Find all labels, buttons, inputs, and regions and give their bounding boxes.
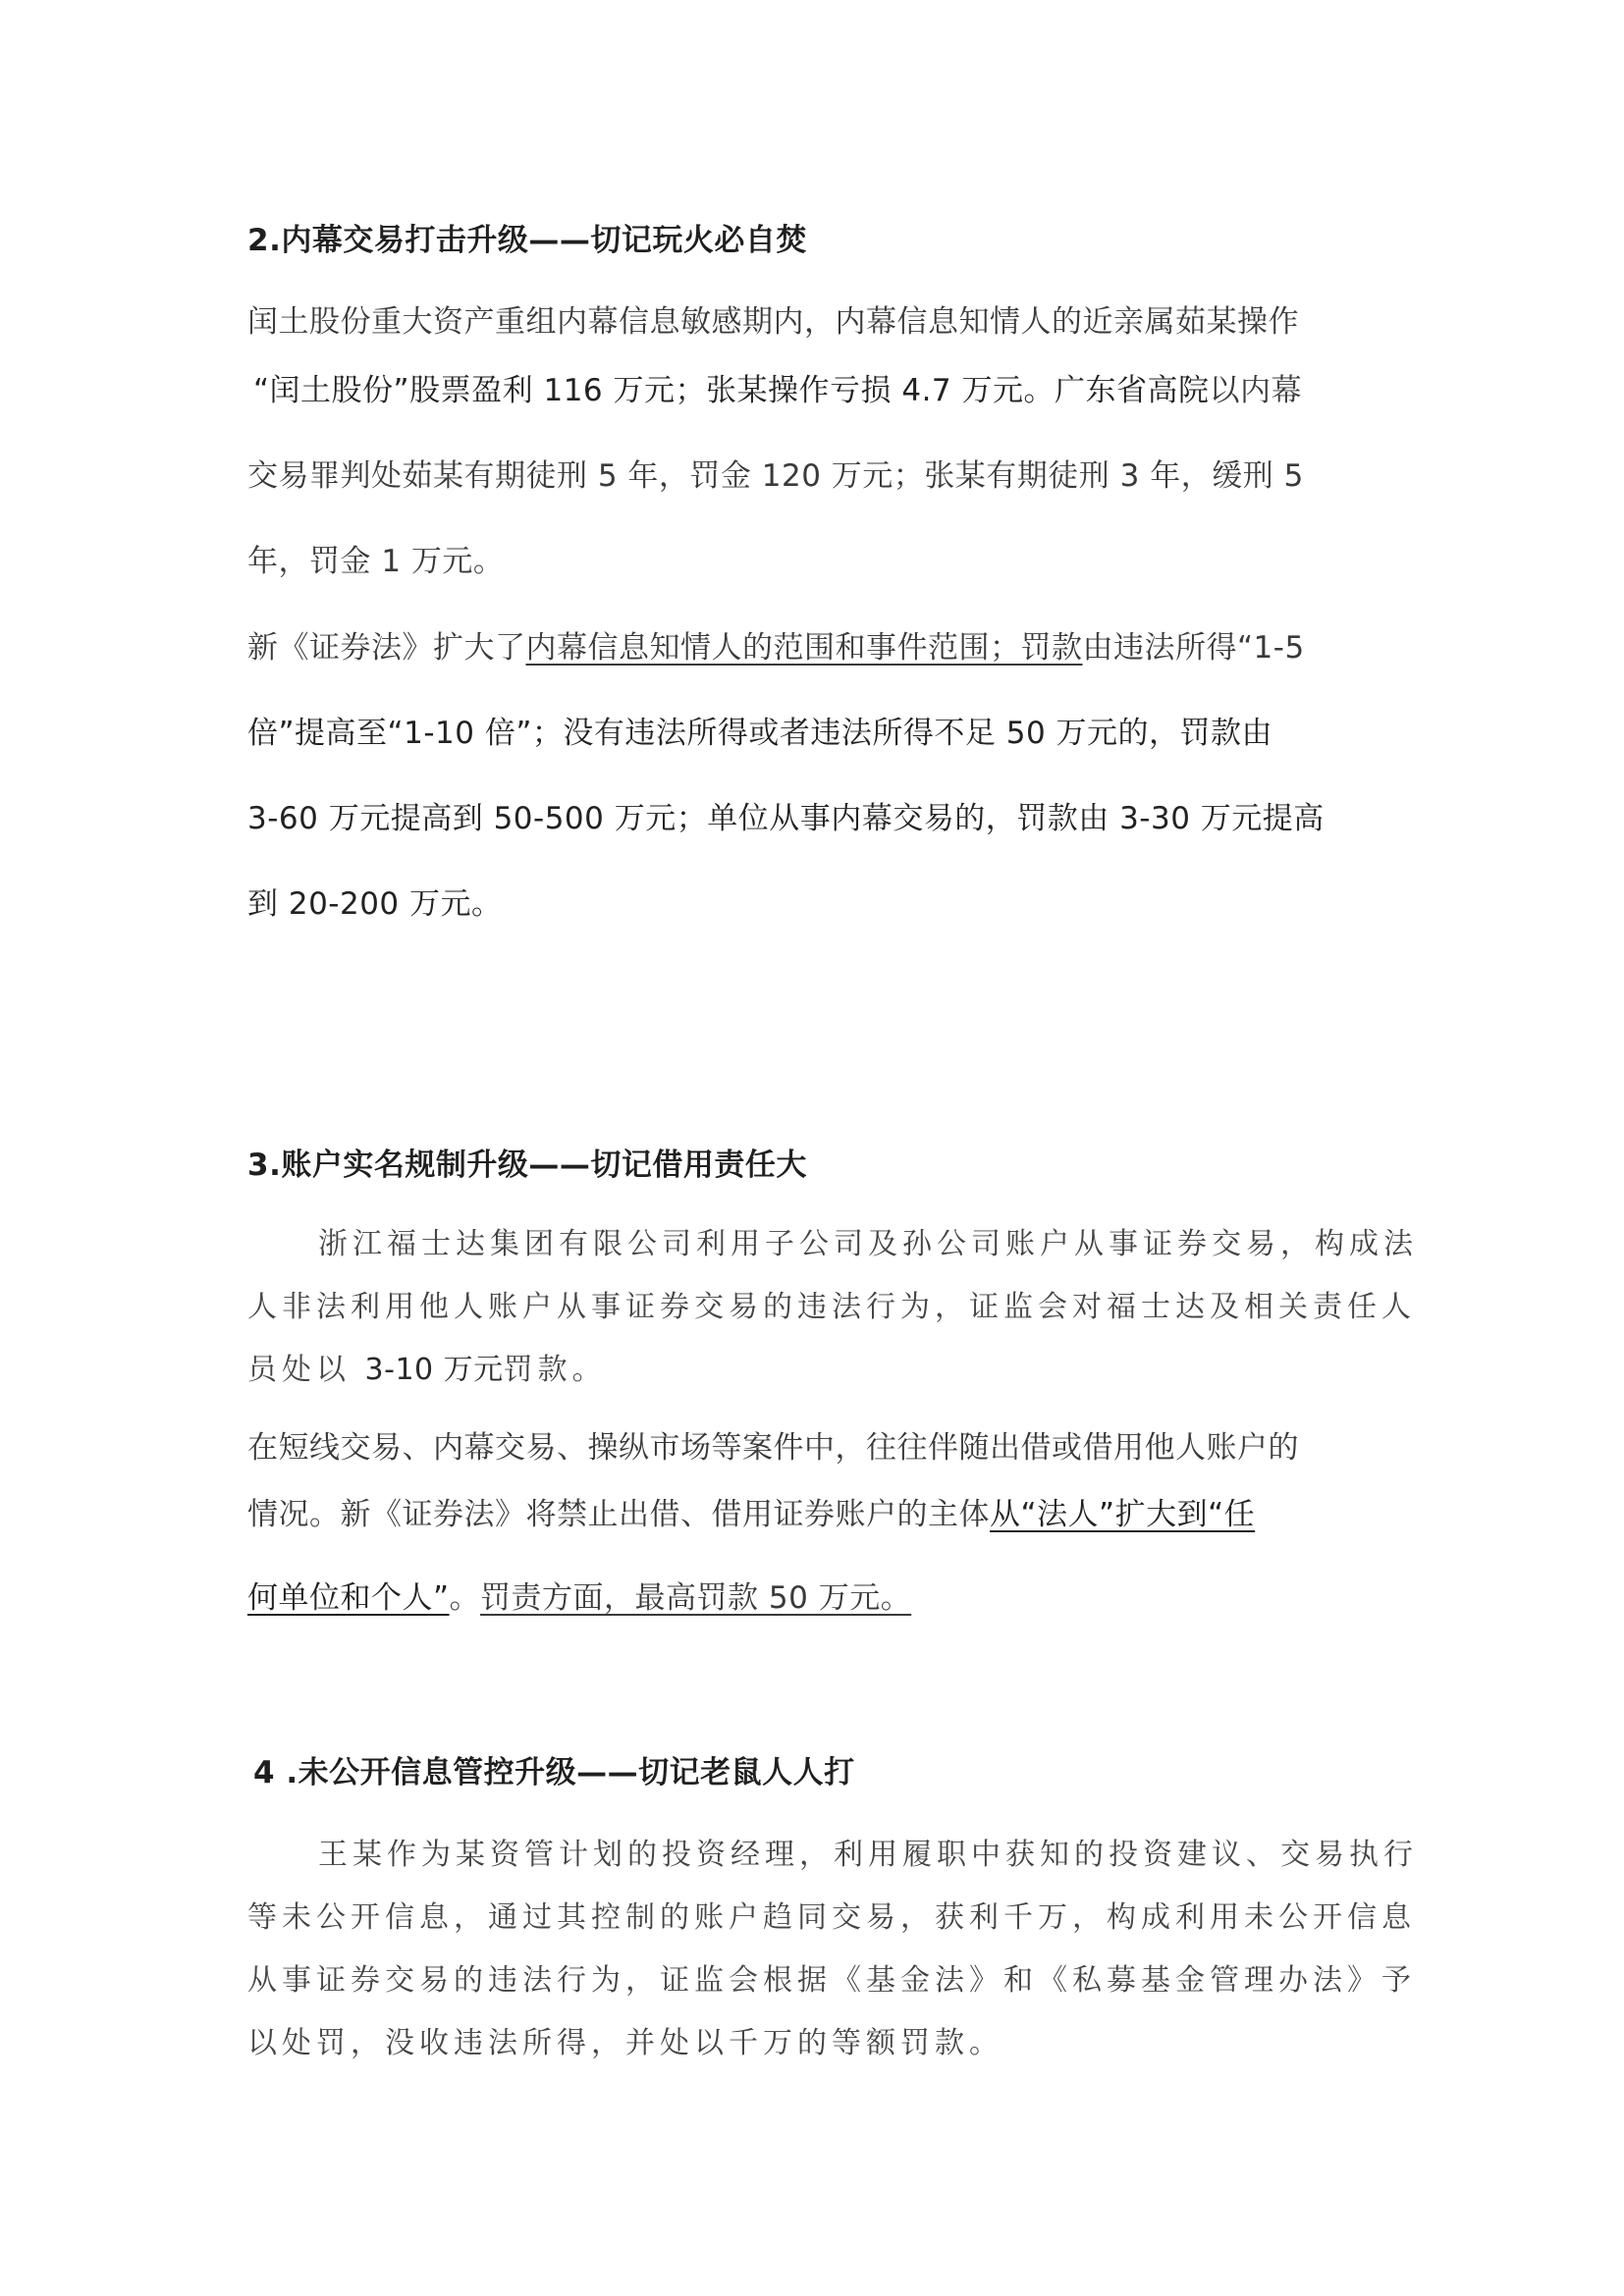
section-3-fine-amount: 3-10 万元 — [364, 1353, 504, 1387]
section-2-paragraph-2-line-2: 倍”提高至“1-10 倍”；没有违法所得或者违法所得不足 50 万元的，罚款由 — [247, 716, 1273, 751]
section-3-paragraph-2-line-3-part-b: 。 — [449, 1580, 481, 1616]
section-3-paragraph-2-line-2 — [247, 1495, 1255, 1534]
section-3-paragraph-1-line-3-part-a: 员处以 — [247, 1353, 365, 1387]
section-2-paragraph-1-line-1: 闰土股份重大资产重组内幕信息敏感期内，内幕信息知情人的近亲属茹某操作 — [247, 304, 1299, 340]
section-3-paragraph-1-line-1: 浙江福士达集团有限公司利用子公司及孙公司账户从事证券交易，构成法 — [318, 1227, 1418, 1261]
section-2-paragraph-2-line-1-part-c: 由违法所得“1-5 — [1082, 630, 1305, 666]
section-3-paragraph-1-line-2: 人非法利用他人账户从事证券交易的违法行为，证监会对福士达及相关责任人 — [247, 1290, 1416, 1324]
section-2-paragraph-1-line-4: 年，罚金 1 万元。 — [247, 544, 505, 579]
section-3-underlined-max-penalty: 罚责方面，最高罚款 50 万元。 — [480, 1580, 912, 1616]
section-2-paragraph-1-line-3: 交易罪判处茹某有期徒刑 5 年，罚金 120 万元；张某有期徒刑 3 年，缓刑 5 — [247, 458, 1304, 494]
section-2-paragraph-1-line-2-part-a: “闰土股份”股票盈利 116 万元；张某操作亏损 4.7 万元。广东省高院 — [253, 373, 1210, 408]
section-3-underlined-subject-scope: 从“法人”扩大到“任 — [990, 1497, 1256, 1532]
section-3-heading: 3.账户实名规制升级——切记借用责任大 — [247, 1148, 807, 1183]
section-2-heading: 2.内幕交易打击升级——切记玩火必自焚 — [247, 223, 807, 258]
section-2-paragraph-1-line-2 — [253, 371, 1302, 410]
section-4-heading: 4 .未公开信息管控升级——切记老鼠人人打 — [253, 1755, 855, 1790]
section-2-paragraph-2-line-3: 3-60 万元提高到 50-500 万元；单位从事内幕交易的，罚款由 3-30 万元提高 — [247, 801, 1325, 836]
section-2-underlined-scope: 内幕信息知情人的范围和事件范围；罚款 — [525, 630, 1083, 666]
section-4-paragraph-1-line-2: 等未公开信息，通过其控制的账户趋同交易，获利千万，构成利用未公开信息 — [247, 1900, 1416, 1935]
section-2-paragraph-1-line-2-part-b: 以内幕 — [1209, 373, 1303, 408]
section-3-underlined-any-entity: 何单位和个人” — [247, 1580, 450, 1616]
section-2-paragraph-2-line-1-part-a: 新《证券法》扩大了 — [247, 630, 526, 666]
section-4-paragraph-1-line-3: 从事证券交易的违法行为，证监会根据《基金法》和《私募基金管理办法》予 — [247, 1963, 1416, 1998]
section-2-paragraph-2-line-4: 到 20-200 万元。 — [247, 886, 503, 922]
section-3-paragraph-2-line-3 — [247, 1578, 911, 1618]
section-3-paragraph-1-line-3-part-c: 罚款。 — [503, 1353, 607, 1387]
section-3-paragraph-1-line-3 — [247, 1351, 607, 1390]
section-3-paragraph-2-line-2-part-a: 情况。新《证券法》将禁止出借、借用证券账户的主体 — [247, 1497, 990, 1532]
section-4-paragraph-1-line-1: 王某作为某资管计划的投资经理，利用履职中获知的投资建议、交易执行 — [318, 1838, 1418, 1872]
section-2-paragraph-2-line-1 — [247, 628, 1305, 667]
section-4-paragraph-1-line-4: 以处罚，没收违法所得，并处以千万的等额罚款。 — [247, 2026, 1003, 2060]
section-3-paragraph-2-line-1: 在短线交易、内幕交易、操纵市场等案件中，往往伴随出借或借用他人账户的 — [247, 1430, 1299, 1466]
